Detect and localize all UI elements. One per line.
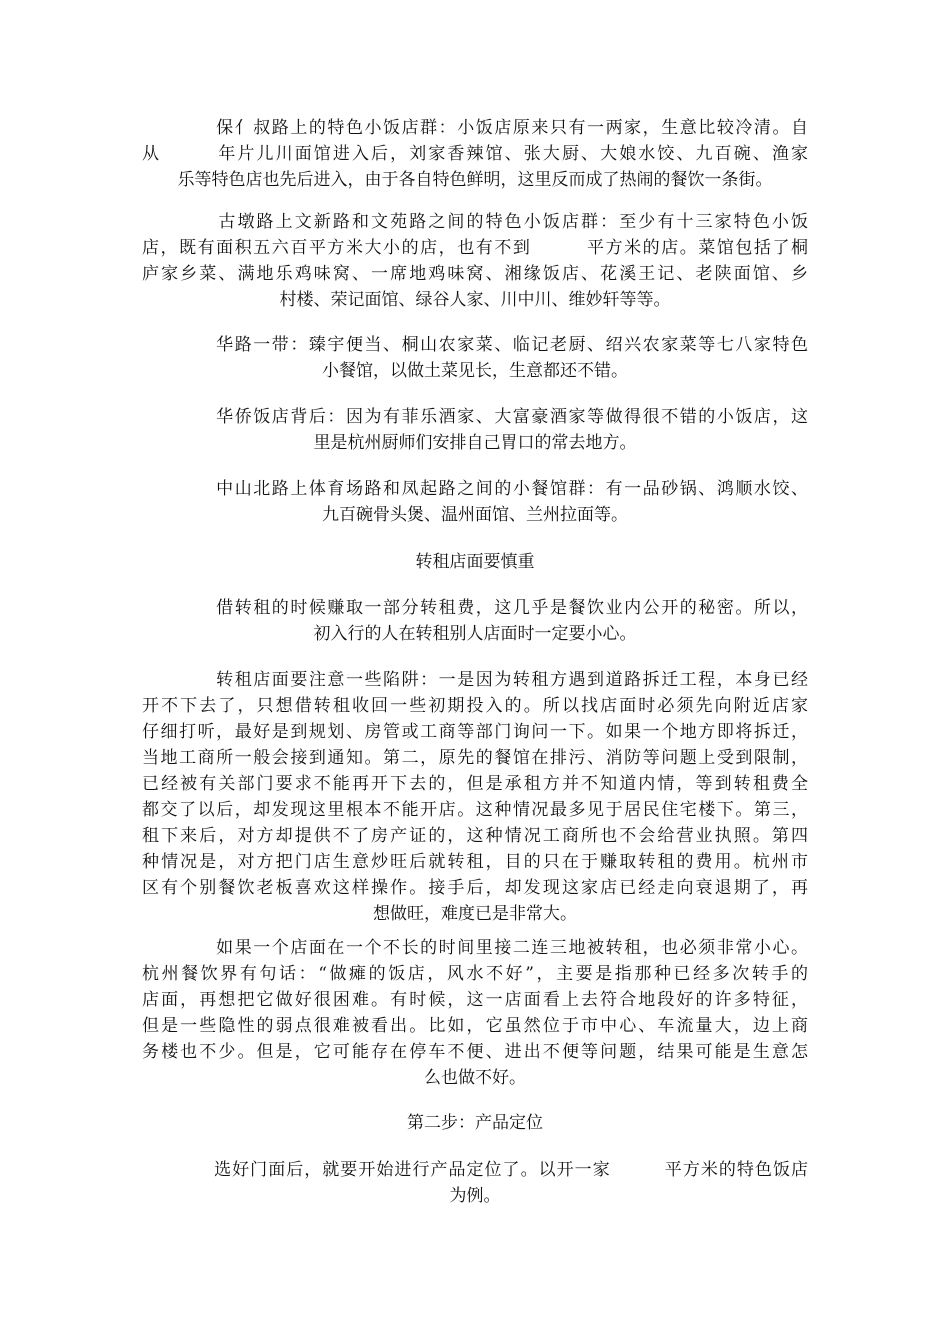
- paragraph-line: 保亻叔路上的特色小饭店群：小饭店原来只有一两家，生意比较冷清。自: [142, 118, 808, 138]
- paragraph-line: 仔细打听，最好是到规划、房管或工商等部门询问一下。如果一个地方即将拆迁，: [142, 722, 808, 742]
- paragraph-line: 选好门面后，就要开始进行产品定位了。以开一家 平方米的特色饭店: [142, 1160, 808, 1180]
- paragraph-line: 租下来后，对方却提供不了房产证的，这种情况工商所也不会给营业执照。第四: [142, 826, 808, 846]
- paragraph-repeated-sublet: [142, 935, 808, 1091]
- paragraph-line: 初入行的人在转租别人店面时一定要小心。: [313, 624, 637, 644]
- paragraph-line: 都交了以后，却发现这里根本不能开店。这种情况最多见于居民住宅楼下。第三，: [142, 800, 808, 820]
- paragraph-line: 里是杭州厨师们安排自己胃口的常去地方。: [313, 433, 637, 453]
- paragraph-line: 古墩路上文新路和文苑路之间的特色小饭店群：至少有十三家特色小饭: [142, 212, 808, 232]
- paragraph-line: 华侨饭店背后：因为有菲乐酒家、大富豪酒家等做得很不错的小饭店，这: [142, 407, 808, 427]
- paragraph-hua-road: [142, 332, 808, 384]
- paragraph-line: 当地工商所一般会接到通知。第二，原先的餐馆在排污、消防等问题上受到限制，: [142, 748, 808, 768]
- paragraph-line: 为例。: [449, 1186, 501, 1206]
- paragraph-line: 店面，再想把它做好很困难。有时候，这一店面看上去符合地段好的许多特征，: [142, 990, 808, 1010]
- paragraph-line: 乐等特色店也先后进入，由于各自特色鲜明，这里反而成了热闹的餐饮一条街。: [177, 170, 773, 190]
- paragraph-line: 村楼、荣记面馆、绿谷人家、川中川、维妙轩等等。: [279, 290, 671, 310]
- paragraph-sublet-secret: [142, 595, 808, 647]
- paragraph-line: 想做旺，难度已是非常大。: [373, 904, 577, 924]
- paragraph-line: 但是一些隐性的弱点很难被看出。比如，它虽然位于市中心、车流量大，边上商: [142, 1016, 808, 1036]
- paragraph-line: 从 年片儿川面馆进入后，刘家香辣馆、张大厨、大娘水饺、九百碗、渔家: [142, 144, 808, 164]
- section-heading: 第二步：产品定位: [407, 1113, 543, 1133]
- paragraph-gudun-road: [142, 209, 808, 313]
- paragraph-line: 务楼也不少。但是，它可能存在停车不便、进出不便等问题，结果可能是生意怎: [142, 1042, 808, 1062]
- paragraph-baoshu-road: [142, 115, 808, 193]
- paragraph-line: 区有个别餐饮老板喜欢这样操作。接手后，却发现这家店已经走向衰退期了，再: [142, 878, 808, 898]
- paragraph-sublet-traps: [142, 667, 808, 927]
- paragraph-line: 杭州餐饮界有句话：“做瘫的饭店，风水不好”，主要是指那种已经多次转手的: [142, 964, 808, 984]
- paragraph-line: 庐家乡菜、满地乐鸡味窝、一席地鸡味窝、湘缘饭店、花溪王记、老陕面馆、乡: [142, 264, 808, 284]
- paragraph-zhongshan-north-road: [142, 476, 808, 528]
- paragraph-line: 华路一带：臻宇便当、桐山农家菜、临记老厨、绍兴农家菜等七八家特色: [142, 335, 808, 355]
- paragraph-line: 已经被有关部门要求不能再开下去的，但是承租方并不知道内情，等到转租费全: [142, 774, 808, 794]
- paragraph-huaqiao-hotel: [142, 404, 808, 456]
- paragraph-product-positioning: [142, 1157, 808, 1209]
- paragraph-line: 种情况是，对方把门店生意炒旺后就转租，目的只在于赚取转租的费用。杭州市: [142, 852, 808, 872]
- paragraph-line: 店，既有面积五六百平方米大小的店，也有不到 平方米的店。菜馆包括了桐: [142, 238, 808, 258]
- paragraph-line: 九百碗骨头煲、温州面馆、兰州拉面等。: [322, 505, 628, 525]
- section-heading: 转租店面要慎重: [415, 552, 535, 572]
- paragraph-line: 开不下去了，只想借转租收回一些初期投入的。所以找店面时必须先向附近店家: [142, 696, 808, 716]
- paragraph-line: 借转租的时候赚取一部分转租费，这几乎是餐饮业内公开的秘密。所以，: [142, 598, 808, 618]
- paragraph-line: 如果一个店面在一个不长的时间里接二连三地被转租，也必须非常小心。: [142, 938, 808, 958]
- paragraph-line: 中山北路上体育场路和凤起路之间的小餐馆群：有一品砂锅、鸿顺水饺、: [142, 479, 808, 499]
- paragraph-line: 小餐馆，以做土菜见长，生意都还不错。: [322, 361, 628, 381]
- paragraph-line: 么也做不好。: [424, 1068, 526, 1088]
- paragraph-line: 转租店面要注意一些陷阱：一是因为转租方遇到道路拆迁工程，本身已经: [142, 670, 808, 690]
